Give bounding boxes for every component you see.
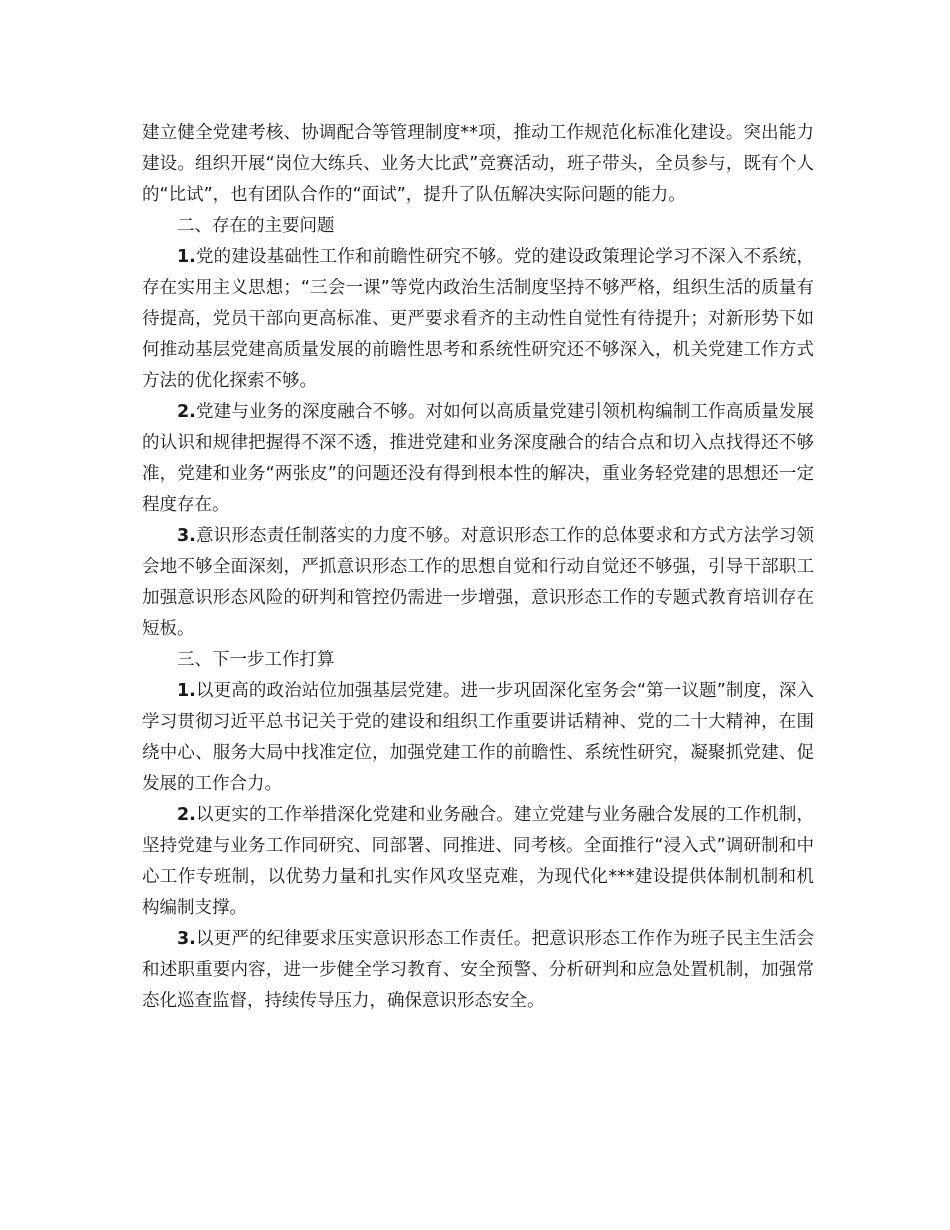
- item-text: 以更高的政治站位加强基层党建。进一步巩固深化室务会“第一议题”制度，深入学习贯彻习近平总书记关于党的建设和组织工作重要讲话精神、党的二十大精神，在围绕中心、服务大局中找准定位，加强党建工作的前瞻性、系统性研究，凝聚抓党建、促发展的工作合力。: [142, 681, 814, 794]
- document-page: [142, 118, 814, 1017]
- item-number: 3.: [177, 929, 196, 949]
- paragraph-text: 建立健全党建考核、协调配合等管理制度**项，推动工作规范化标准化建设。突出能力建设。组织开展“岗位大练兵、业务大比武”竞赛活动，班子带头，全员参与，既有个人的“比试”，也有团队合作的“面试”，提升了队伍解决实际问题的能力。: [142, 123, 814, 205]
- item-number: 3.: [177, 526, 196, 546]
- problem-item-2: [142, 397, 814, 521]
- plan-item-1: [142, 676, 814, 800]
- section-heading-next-steps: [142, 645, 814, 676]
- item-number: 2.: [177, 805, 196, 825]
- item-text: 以更实的工作举措深化党建和业务融合。建立党建与业务融合发展的工作机制，坚持党建与业务工作同研究、同部署、同推进、同考核。全面推行“浸入式”调研制和中心工作专班制，以优势力量和扎实作风攻坚克难，为现代化***建设提供体制机制和机构编制支撑。: [142, 805, 814, 918]
- item-number: 1.: [177, 247, 196, 267]
- problem-item-3: [142, 521, 814, 645]
- item-text: 党的建设基础性工作和前瞻性研究不够。党的建设政策理论学习不深入不系统，存在实用主义思想；“三会一课”等党内政治生活制度坚持不够严格，组织生活的质量有待提高，党员干部向更高标准、更严要求看齐的主动性自觉性有待提升；对新形势下如何推动基层党建高质量发展的前瞻性思考和系统性研究还不够深入，机关党建工作方式方法的优化探索不够。: [142, 247, 814, 391]
- problem-item-1: [142, 242, 814, 397]
- item-number: 1.: [177, 681, 196, 701]
- plan-item-3: [142, 924, 814, 1017]
- item-text: 意识形态责任制落实的力度不够。对意识形态工作的总体要求和方式方法学习领会地不够全面深刻，严抓意识形态工作的思想自觉和行动自觉还不够强，引导干部职工加强意识形态风险的研判和管控仍需进一步增强，意识形态工作的专题式教育培训存在短板。: [142, 526, 814, 639]
- heading-text: 三、下一步工作打算: [177, 650, 335, 670]
- plan-item-2: [142, 800, 814, 924]
- item-text: 以更严的纪律要求压实意识形态工作责任。把意识形态工作作为班子民主生活会和述职重要内容，进一步健全学习教育、安全预警、分析研判和应急处置机制，加强常态化巡查监督，持续传导压力，确保意识形态安全。: [142, 929, 814, 1011]
- item-text: 党建与业务的深度融合不够。对如何以高质量党建引领机构编制工作高质量发展的认识和规律把握得不深不透，推进党建和业务深度融合的结合点和切入点找得还不够准，党建和业务“两张皮”的问题还没有得到根本性的解决，重业务轻党建的思想还一定程度存在。: [142, 402, 814, 515]
- paragraph-continuation: [142, 118, 814, 211]
- item-number: 2.: [177, 402, 196, 422]
- heading-text: 二、存在的主要问题: [177, 216, 335, 236]
- section-heading-problems: [142, 211, 814, 242]
